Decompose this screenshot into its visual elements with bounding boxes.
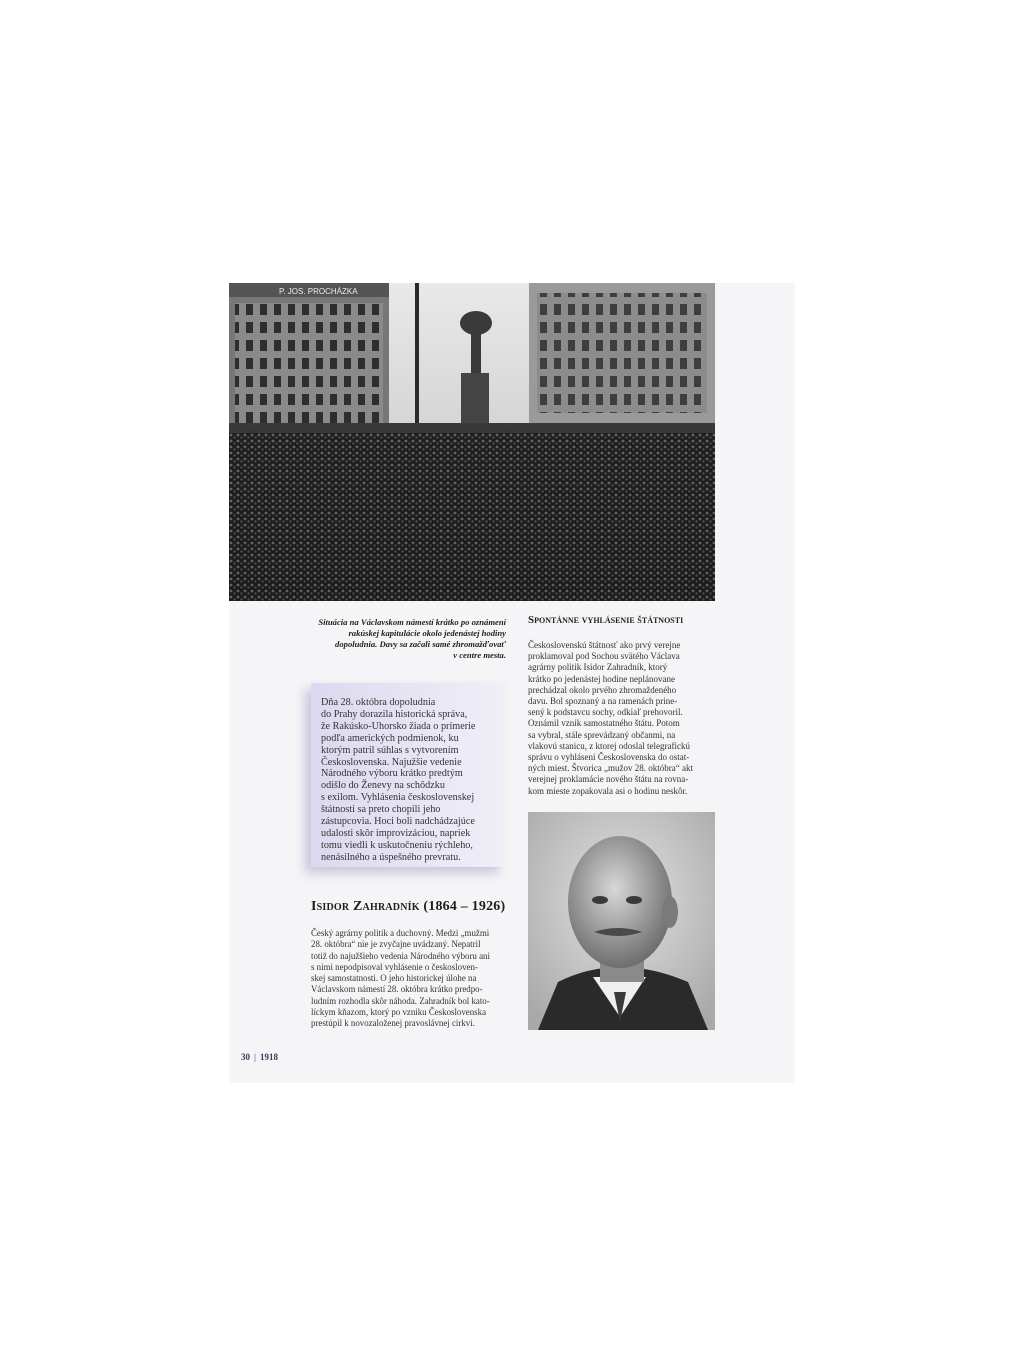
box-line: odišlo do Ženevy na schôdzku: [321, 780, 445, 792]
body-line: ných miest. Štvorica „mužov 28. októbra“ akt: [528, 763, 693, 774]
bio-line: Václavskom námestí 28. októbra krátko predpo-: [311, 984, 483, 995]
portrait-photo: [528, 812, 715, 1030]
bio-line: ludním rozhodla skôr náhoda. Zahradník bol kato-: [311, 995, 490, 1006]
body-line: proklamoval pod Sochou svätého Václava: [528, 651, 680, 662]
body-line: Československú štátnosť ako prvý verejne: [528, 640, 681, 650]
bio-line: s nimi nepodpisoval vyhlásenie o českosloven-: [311, 961, 478, 972]
page-number: 30: [241, 1052, 250, 1062]
crowd-photo: [229, 283, 715, 601]
box-line: s exilom. Vyhlásenia československej: [321, 792, 475, 804]
bio-line: totiž do najužšieho vedenia Národného výboru ani: [311, 950, 490, 961]
section-heading: Spontánne vyhlásenie štátnosti: [528, 614, 684, 626]
box-line: že Rakúsko-Uhorsko žiada o prímerie: [321, 720, 476, 732]
body-line: vlakovú stanicu, z ktorej odoslal telegrafickú: [528, 740, 690, 751]
page-folio: [241, 1052, 278, 1062]
bio-line: skej samostatnosti. O jeho historickej úlohe na: [311, 973, 477, 984]
body-line: agrárny politik Isidor Zahradník, ktorý: [528, 662, 668, 673]
section-body: [528, 640, 714, 797]
body-line: prechádzal okolo prvého zhromaždeného: [528, 684, 677, 695]
bio-line: prestúpil k novozaloženej pravoslávnej cirkvi.: [311, 1018, 475, 1029]
box-line: ktorým patril súhlas s vytvorením: [321, 744, 459, 756]
caption-line: dopoludnia. Davy sa začali samé zhromažďovať: [335, 639, 506, 649]
body-line: sený k podstavcu sochy, odkiaľ prehovoril.: [528, 707, 683, 718]
body-line: správu o vyhlásení Československa do ostat-: [528, 752, 690, 763]
bio-heading: Isidor Zahradník (1864 – 1926): [311, 899, 506, 914]
body-line: kom mieste zopakovala asi o hodinu neskôr.: [528, 785, 688, 796]
highlight-box-text: [321, 697, 501, 864]
building-sign: P. JOS. PROCHÁZKA: [279, 287, 358, 296]
caption-line: rakúskej kapitulácie okolo jedenástej hodiny: [348, 628, 506, 638]
body-line: sa vybral, stále sprevádzaný občanmi, na: [528, 729, 676, 740]
chapter-label: 1918: [259, 1052, 278, 1062]
box-line: štátnosti sa preto chopili jeho: [321, 804, 441, 816]
bio-text: [311, 928, 512, 1030]
bio-line: Český agrárny politik a duchovný. Medzi „mužmi: [311, 928, 490, 938]
body-line: krátko po jedenástej hodine neplánovane: [528, 673, 675, 684]
photo-caption: [300, 617, 506, 661]
caption-line: Situácia na Václavskom námestí krátko po oznámení: [318, 617, 506, 627]
bio-line: 28. októbra“ nie je zvyčajne uvádzaný. Nepatril: [311, 939, 481, 950]
folio-separator: |: [254, 1052, 256, 1062]
box-line: Československa. Najužšie vedenie: [321, 756, 462, 768]
bio-line: líckym kňazom, ktorý po vzniku Československa: [311, 1007, 487, 1018]
box-line: tomu viedli k uskutočneniu rýchleho,: [321, 839, 473, 851]
body-line: davu. Bol spoznaný a na ramenách prine-: [528, 696, 678, 707]
box-line: Národného výboru krátko predtým: [321, 768, 463, 780]
caption-line: v centre mesta.: [453, 650, 506, 660]
body-line: Oznámil vznik samostatného štátu. Potom: [528, 718, 680, 729]
box-line: do Prahy dorazila historická správa,: [321, 708, 468, 720]
body-line: verejnej proklamácie nového štátu na rovna-: [528, 774, 689, 785]
box-line: Dňa 28. októbra dopoludnia: [321, 697, 436, 708]
box-line: podľa amerických podmienok, ku: [321, 732, 459, 744]
box-line: nenásilného a úspešného prevratu.: [321, 851, 461, 863]
box-line: zástupcovia. Hoci boli nadchádzajúce: [321, 816, 475, 828]
box-line: udalosti skôr improvizáciou, napriek: [321, 827, 471, 839]
